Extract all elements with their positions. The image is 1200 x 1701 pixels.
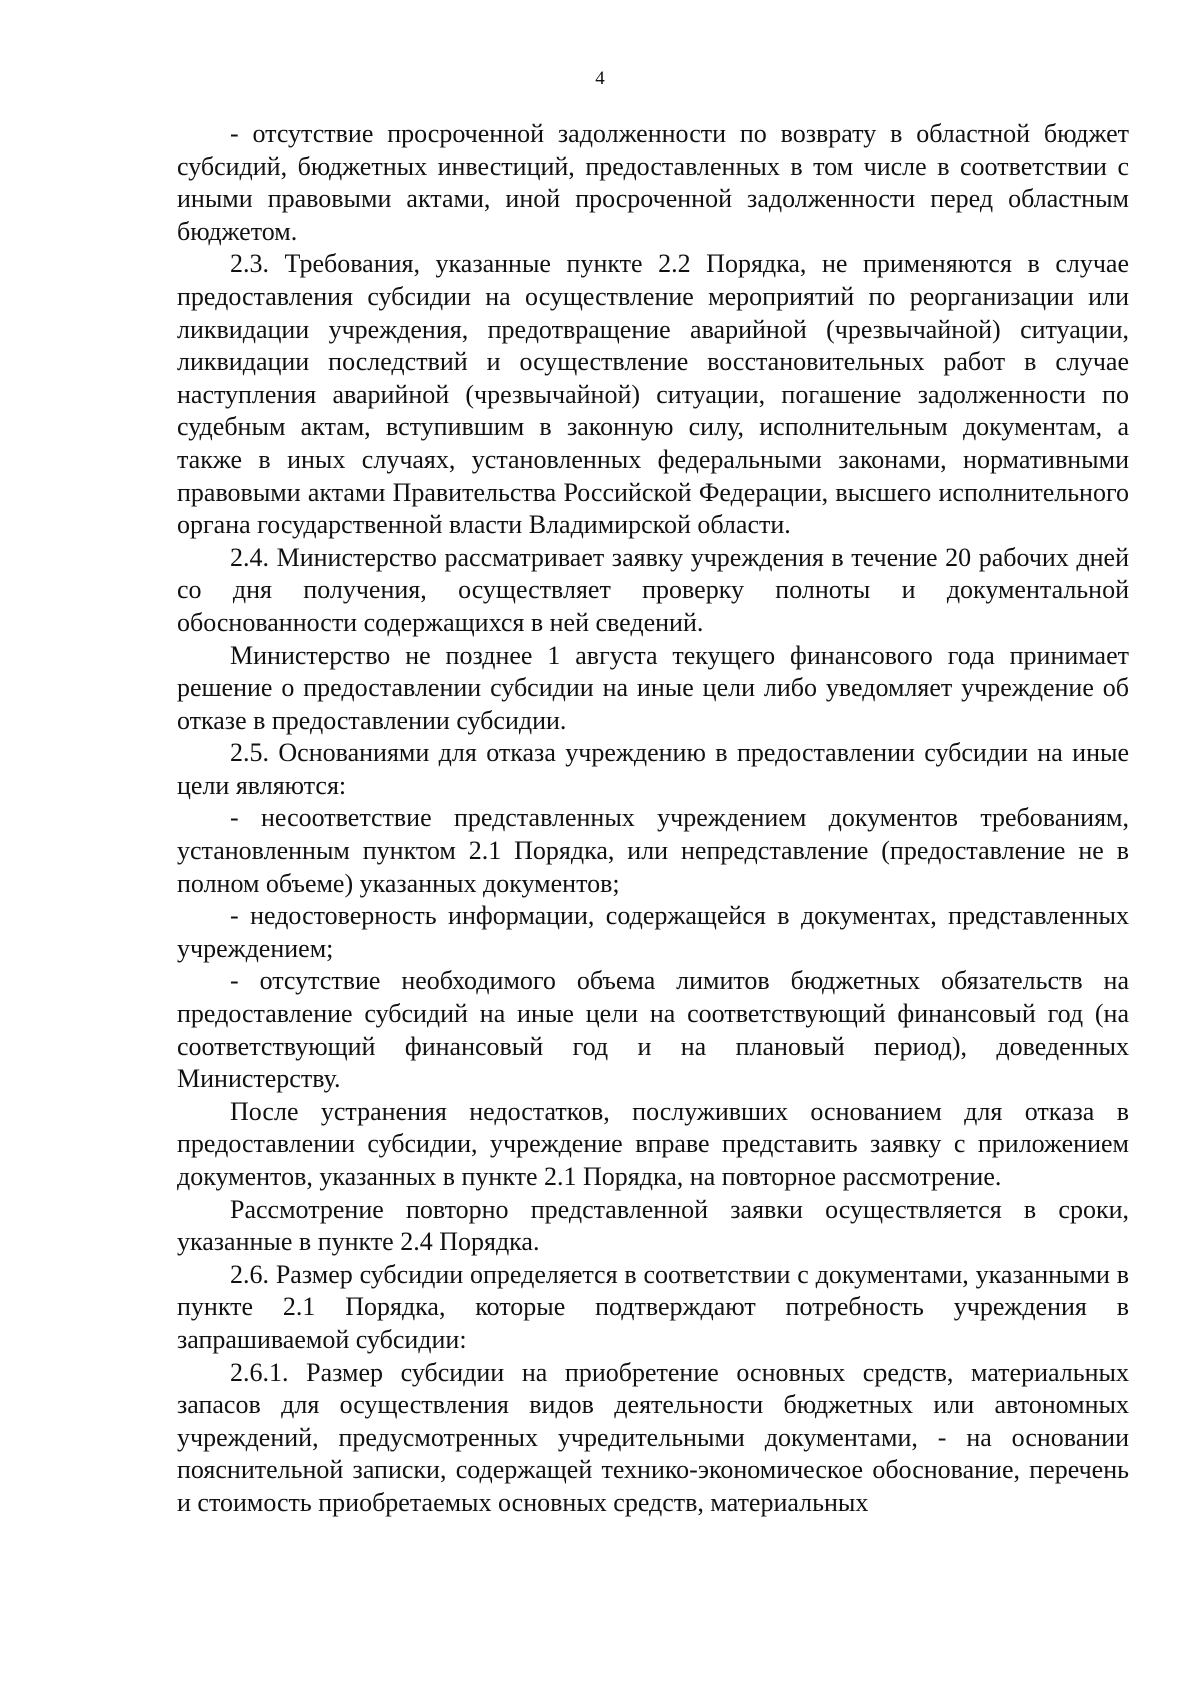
paragraph-2-4: 2.4. Министерство рассматривает заявку учреждения в течение 20 рабочих дней со дня получения, осуществляет проверку полноты и документальной обоснованности содержащихся в ней сведений. (177, 542, 1129, 637)
paragraph-unreliable-info: - недостоверность информации, содержащейся в документах, представленных учреждением; (177, 901, 1129, 963)
paragraph-2-3: 2.3. Требования, указанные пункте 2.2 Порядка, не применяются в случае предоставления субсидии на осуществление мероприятий по реорганизации или ликвидации учреждения, предотвращение аварийной (чрезвычайной) ситуации, ликвидации последствий и осуществление восстановительных работ в случае наступления аварийной (чрезвычайной) ситуации, погашение задолженности по судебным актам, вступившим в законную силу, исполнительным документам, а также в иных случаях, установленных федеральными законами, нормативными правовыми актами Правительства Российской Федерации, высшего исполнительного органа государственной власти Владимирской области. (177, 249, 1129, 540)
paragraph-resubmission: После устранения недостатков, послуживших основанием для отказа в предоставлении субсидии, учреждение вправе представить заявку с приложением документов, указанных в пункте 2.1 Порядка, на повторное рассмотрение. (177, 1096, 1129, 1191)
paragraph-ministry-decision: Министерство не позднее 1 августа текущего финансового года принимает решение о предоставлении субсидии на иные цели либо уведомляет учреждение об отказе в предоставлении субсидии. (177, 640, 1129, 735)
paragraph-2-6: 2.6. Размер субсидии определяется в соответствии с документами, указанными в пункте 2.1 Порядка, которые подтверждают потребность учреждения в запрашиваемой субсидии: (177, 1259, 1129, 1354)
paragraph-2-5: 2.5. Основаниями для отказа учреждению в предоставлении субсидии на иные цели являются: (177, 738, 1129, 800)
page-number: 4 (595, 68, 605, 89)
paragraph-no-overdue-debt: - отсутствие просроченной задолженности по возврату в областной бюджет субсидий, бюджетных инвестиций, предоставленных в том числе в соответствии с иными правовыми актами, иной просроченной задолженности перед областным бюджетом. (177, 119, 1129, 246)
paragraph-2-6-1: 2.6.1. Размер субсидии на приобретение основных средств, материальных запасов для осуществления видов деятельности бюджетных или автономных учреждений, предусмотренных учредительными документами, - на основании пояснительной записки, содержащей технико-экономическое обоснование, перечень и стоимость приобретаемых основных средств, материальных (177, 1357, 1129, 1517)
paragraph-review-period: Рассмотрение повторно представленной заявки осуществляется в сроки, указанные в пункте 2.4 Порядка. (177, 1194, 1129, 1257)
paragraph-no-budget-limits: - отсутствие необходимого объема лимитов бюджетных обязательств на предоставление субсидий на иные цели на соответствующий финансовый год (на соответствующий финансовый год и на плановый период), доведенных Министерству. (177, 966, 1129, 1094)
document-body (177, 118, 1129, 1520)
paragraph-nonconformity: - несоответствие представленных учреждением документов требованиям, установленным пунктом 2.1 Порядка, или непредставление (предоставление не в полном объеме) указанных документов; (177, 803, 1129, 898)
